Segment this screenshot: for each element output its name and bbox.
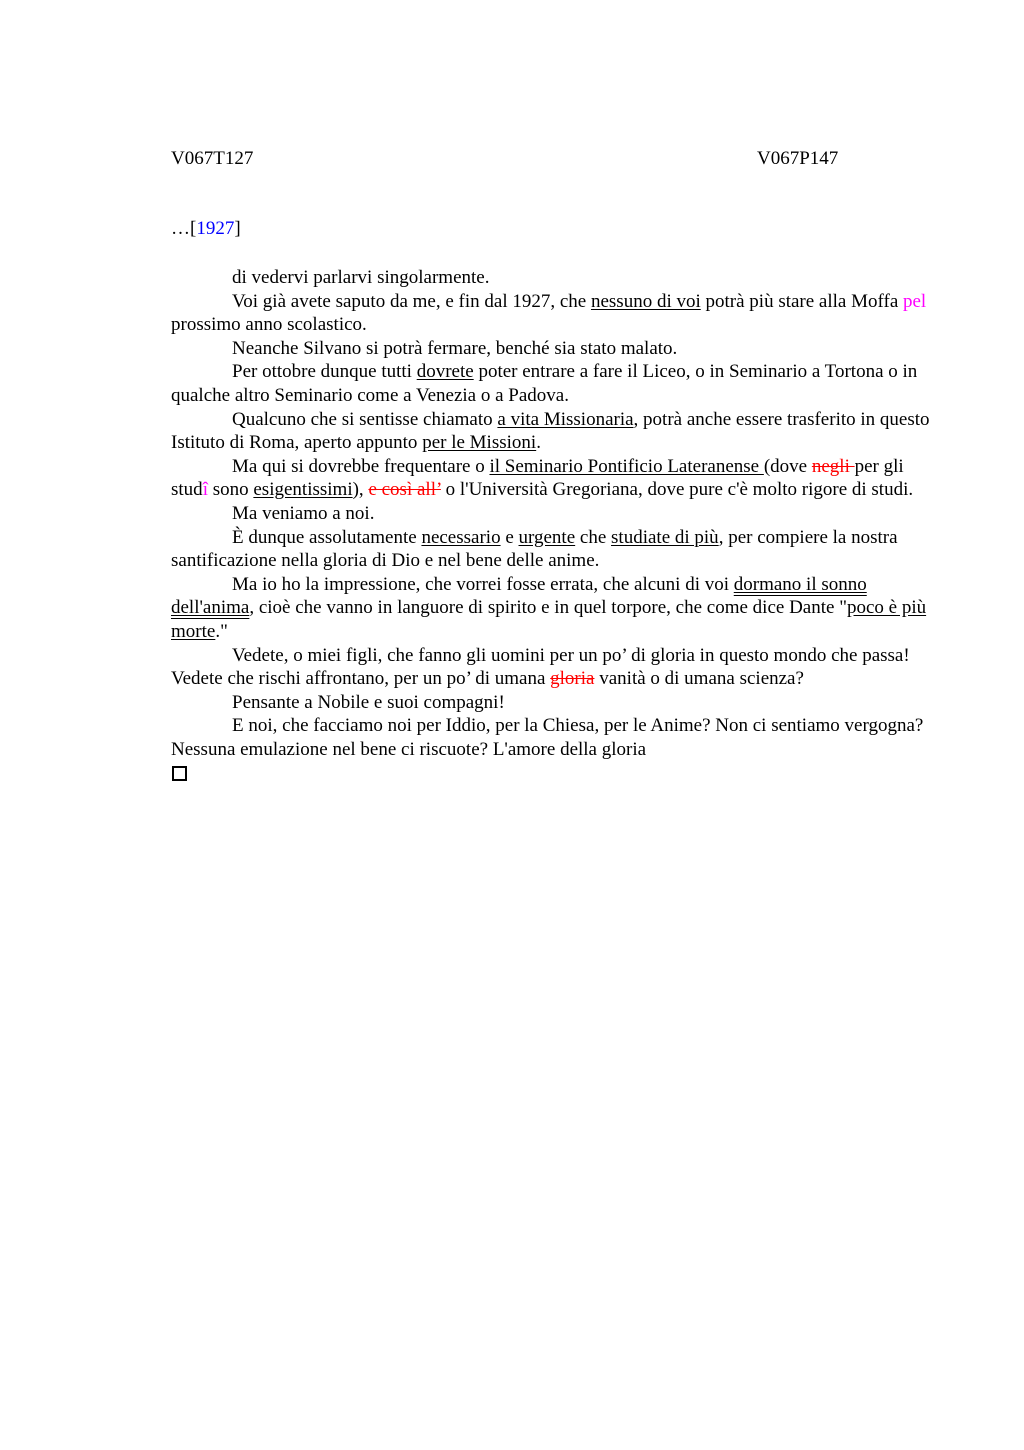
- text-run: prossimo anno scolastico.: [171, 314, 367, 336]
- paragraph: [171, 714, 931, 761]
- underlined-text: nessuno di voi: [590, 290, 701, 312]
- struck-correction: negli: [811, 455, 855, 477]
- underlined-text: esigentissimi: [253, 479, 353, 501]
- paragraph: [171, 266, 931, 290]
- letter-body: [171, 266, 931, 781]
- text-run: Neanche Silvano si potrà fermare, benché sia stato malato.: [232, 337, 678, 359]
- paragraph: [171, 502, 931, 526]
- paragraph: [171, 360, 931, 407]
- underlined-text: per le Missioni: [422, 432, 537, 454]
- text-run: poter entrare a fare il Liceo, o in Seminario a Tortona o in qualche altro Seminario come a Venezia o a Padova.: [171, 361, 918, 406]
- underlined-text: urgente: [518, 526, 576, 548]
- date-year: 1927: [196, 218, 235, 239]
- double-underlined-text: dormano il sonno dell'anima: [171, 573, 867, 619]
- text-run: (dove: [763, 455, 812, 477]
- underlined-text: il Seminario Pontificio Lateranense: [489, 455, 764, 477]
- text-run: per gli stud: [171, 455, 904, 501]
- date-prefix: …[: [171, 218, 197, 239]
- text-run: .": [215, 620, 228, 642]
- paragraph: [171, 408, 931, 455]
- date-reference: [171, 217, 241, 241]
- text-run: Qualcuno che si sentisse chiamato: [232, 408, 498, 430]
- corrected-text: î: [202, 479, 208, 501]
- text-run: vanità o di umana scienza?: [594, 668, 804, 690]
- date-suffix: ]: [234, 218, 241, 239]
- text-run: Ma veniamo a noi.: [232, 502, 375, 524]
- text-run: Ma qui si dovrebbe frequentare o: [232, 455, 490, 477]
- text-run: , potrà anche essere trasferito in questo Istituto di Roma, aperto appunto: [171, 408, 930, 454]
- text-run: , per compiere la nostra santificazione nella gloria di Dio e nel bene delle anime.: [171, 526, 898, 572]
- text-run: ),: [352, 479, 369, 501]
- underlined-text: a vita Missionaria: [497, 408, 634, 430]
- square-outline-icon: [172, 766, 187, 781]
- paragraph: [171, 290, 931, 337]
- underlined-text: necessario: [421, 526, 501, 548]
- text-run: o l'Università Gregoriana, dove pure c'è molto rigore di studi.: [440, 479, 914, 501]
- header-left-code: V067T127: [171, 148, 254, 169]
- text-run: È dunque assolutamente: [232, 526, 422, 548]
- struck-correction: gloria: [550, 668, 595, 690]
- header-right-code: V067P147: [757, 148, 839, 169]
- paragraph: [171, 526, 931, 573]
- text-run: Vedete, o miei figli, che fanno gli uomini per un po’ di gloria in questo mondo che passa! Vedete che rischi affrontano, per un po’ di umana: [171, 644, 910, 690]
- text-run: di vedervi parlarvi singolarmente.: [232, 267, 490, 288]
- text-run: E noi, che facciamo noi per Iddio, per la Chiesa, per le Anime? Non ci sentiamo vergogna? Nessuna emulazione nel bene ci riscuote? L'amore della gloria: [171, 715, 924, 760]
- underlined-text: poco è più morte: [171, 597, 927, 642]
- paragraph: [171, 337, 931, 361]
- text-run: sono: [207, 479, 254, 501]
- text-run: Pensante a Nobile e suoi compagni!: [232, 691, 505, 713]
- text-run: che: [575, 526, 612, 548]
- struck-correction: e così all’: [368, 479, 441, 501]
- corrected-text: pel: [903, 290, 927, 312]
- underlined-text: dovrete: [416, 361, 474, 383]
- paragraph: [171, 644, 931, 691]
- underlined-text: studiate di più: [611, 526, 719, 548]
- text-run: potrà più stare alla Moffa: [700, 290, 903, 312]
- paragraph: [171, 455, 931, 502]
- text-run: Ma io ho la impressione, che vorrei fosse errata, che alcuni di voi: [232, 573, 734, 595]
- text-run: , cioè che vanno in languore di spirito e in quel torpore, che come dice Dante ": [249, 597, 847, 619]
- text-run: Voi già avete saputo da me, e fin dal 1927, che: [232, 290, 591, 312]
- text-run: Per ottobre dunque tutti: [232, 361, 417, 383]
- text-run: e: [500, 526, 519, 548]
- text-run: .: [536, 432, 541, 454]
- paragraph: [171, 573, 931, 644]
- paragraph: [171, 691, 931, 715]
